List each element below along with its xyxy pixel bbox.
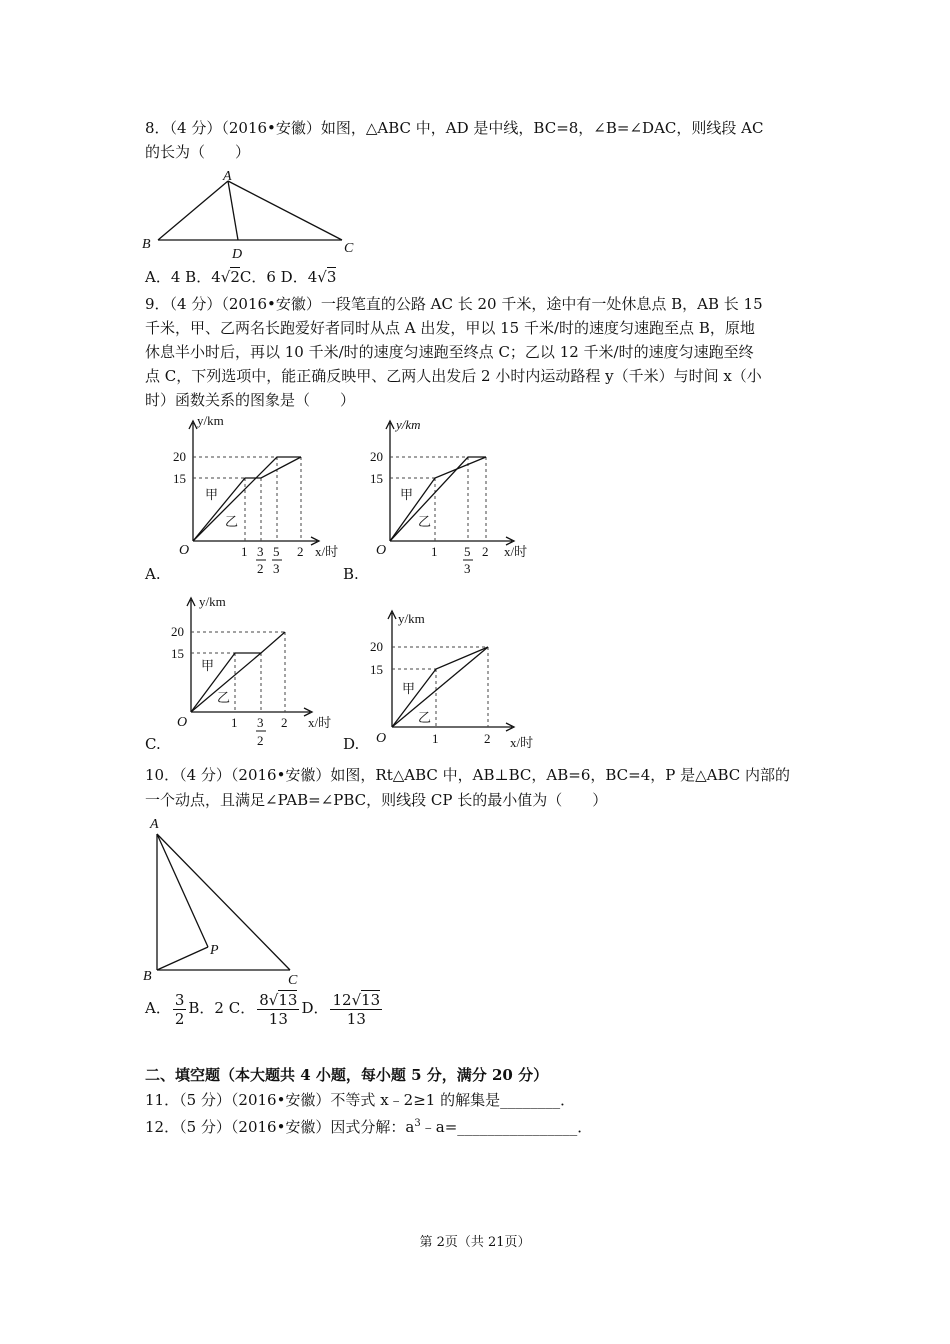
graph-origin: O bbox=[376, 731, 387, 746]
graph-x1: 1 bbox=[432, 731, 439, 746]
graph-y20: 20 bbox=[173, 449, 186, 464]
graph-x2: 2 bbox=[281, 715, 288, 730]
q9-line3: 休息半小时后，再以 10 千米/时的速度匀速跑至终点 C；乙以 12 千米/时的速度匀速跑至终 bbox=[145, 343, 754, 361]
q8-option-d-radicand: 3 bbox=[326, 268, 337, 286]
q8-line2: 的长为（ ） bbox=[145, 143, 251, 161]
q9-graph-c bbox=[165, 590, 355, 762]
graph-x-5: 5 bbox=[464, 544, 471, 559]
graph-yi-label: 乙 bbox=[418, 710, 432, 725]
graph-origin: O bbox=[376, 543, 387, 558]
q10-options bbox=[145, 988, 384, 1028]
q10-a-num: 3 bbox=[174, 990, 185, 1009]
q10-c-den: 13 bbox=[268, 1009, 288, 1028]
graph-x-5: 5 bbox=[273, 544, 280, 559]
q10-option-c: C． bbox=[228, 999, 256, 1017]
q12-sup: 3 bbox=[414, 1118, 421, 1129]
graph-jia-label: 甲 bbox=[400, 487, 414, 502]
q10-line1: 10．（4 分）（2016•安徽）如图，Rt△ABC 中，AB⊥BC，AB=6，BC=4，P 是△ABC 内部的 bbox=[145, 766, 791, 784]
graph-x1: 1 bbox=[431, 544, 438, 559]
q9-line4: 点 C，下列选项中，能正确反映甲、乙两人出发后 2 小时内运动路程 y（千米）与时间 x（小 bbox=[145, 367, 762, 385]
q10-label-A: A bbox=[150, 817, 159, 832]
graph-y15: 15 bbox=[171, 646, 184, 661]
graph-x-3: 3 bbox=[257, 715, 264, 730]
q8-label-C: C bbox=[344, 241, 354, 256]
graph-x1: 1 bbox=[241, 544, 248, 559]
graph-y20: 20 bbox=[370, 639, 383, 654]
graph-x1: 1 bbox=[231, 715, 238, 730]
q10-c-num: 8 bbox=[259, 990, 269, 1009]
q8-option-b: B．4 bbox=[185, 268, 221, 286]
q12-pre: 12．（5 分）（2016•安徽）因式分解：a bbox=[145, 1118, 415, 1136]
sqrt-icon: √ bbox=[220, 268, 231, 286]
graph-y20: 20 bbox=[171, 624, 184, 639]
sqrt-icon: √ bbox=[351, 990, 362, 1009]
graph-x-2: 2 bbox=[257, 561, 264, 576]
q9-line5: 时）函数关系的图象是（ ） bbox=[145, 391, 356, 409]
q9-option-c-label: C. bbox=[145, 735, 161, 753]
q10-a-den: 2 bbox=[174, 1009, 185, 1028]
graph-yi-label: 乙 bbox=[217, 690, 231, 705]
graph-xlabel: x/时 bbox=[504, 544, 528, 559]
q10-option-d: D． bbox=[301, 999, 329, 1017]
q10-d-den: 13 bbox=[346, 1009, 366, 1028]
graph-x2: 2 bbox=[482, 544, 489, 559]
q9-graph-a bbox=[165, 413, 355, 585]
q9-option-a-label: A. bbox=[145, 565, 161, 583]
graph-jia-label: 甲 bbox=[402, 681, 416, 696]
q10-c-rad: 13 bbox=[278, 990, 298, 1009]
q8-figure bbox=[138, 168, 363, 263]
q10-d-rad: 13 bbox=[361, 990, 381, 1009]
q9-graph-b bbox=[362, 413, 552, 585]
q9-line2: 千米，甲、乙两名长跑爱好者同时从点 A 出发，甲以 15 千米/时的速度匀速跑至点 B，原地 bbox=[145, 319, 755, 337]
q12-post: ﹣a=________________． bbox=[420, 1118, 593, 1136]
graph-ylabel: y/km bbox=[197, 413, 224, 428]
q10-label-B: B bbox=[143, 969, 152, 984]
q11-line: 11．（5 分）（2016•安徽）不等式 x﹣2≥1 的解集是________． bbox=[145, 1091, 576, 1109]
graph-y20: 20 bbox=[370, 449, 383, 464]
q9-option-b-label: B. bbox=[343, 565, 359, 583]
graph-origin: O bbox=[179, 543, 190, 558]
sqrt-icon: √ bbox=[268, 990, 279, 1009]
q10-line2: 一个动点，且满足∠PAB=∠PBC，则线段 CP 长的最小值为（ ） bbox=[145, 791, 608, 809]
q10-figure bbox=[140, 812, 310, 987]
graph-origin: O bbox=[177, 715, 188, 730]
graph-jia-label: 甲 bbox=[205, 487, 219, 502]
sqrt-icon: √ bbox=[317, 268, 327, 286]
graph-x2: 2 bbox=[484, 731, 491, 746]
graph-y15: 15 bbox=[370, 662, 383, 677]
graph-ylabel: y/km bbox=[396, 417, 421, 432]
graph-x-3b: 3 bbox=[464, 561, 471, 576]
q10-option-a: A． bbox=[145, 999, 171, 1017]
q9-line1: 9．（4 分）（2016•安徽）一段笔直的公路 AC 长 20 千米，途中有一处休息点 B，AB 长 15 bbox=[145, 295, 763, 313]
q8-option-b-radicand: 2 bbox=[230, 268, 240, 286]
q8-label-B: B bbox=[142, 237, 151, 252]
graph-ylabel: y/km bbox=[398, 611, 425, 626]
graph-x-2: 2 bbox=[257, 733, 264, 748]
q10-label-P: P bbox=[210, 943, 219, 958]
graph-y15: 15 bbox=[370, 471, 383, 486]
graph-ylabel: y/km bbox=[199, 594, 226, 609]
graph-y15: 15 bbox=[173, 471, 186, 486]
q8-label-A: A bbox=[223, 169, 232, 184]
q12-line bbox=[145, 1114, 592, 1137]
graph-yi-label: 乙 bbox=[418, 514, 432, 529]
q8-option-c: C．6 bbox=[239, 268, 276, 286]
q10-d-num: 12 bbox=[332, 990, 352, 1009]
graph-xlabel: x/时 bbox=[308, 715, 332, 730]
q9-graph-d bbox=[362, 605, 552, 755]
q8-label-D: D bbox=[232, 247, 243, 262]
q8-options bbox=[145, 267, 336, 287]
graph-x-3b: 3 bbox=[273, 561, 280, 576]
graph-xlabel: x/时 bbox=[510, 735, 534, 750]
q8-line1: 8．（4 分）（2016•安徽）如图，△ABC 中，AD 是中线，BC=8，∠B=∠DAC，则线段 AC bbox=[145, 119, 764, 137]
graph-xlabel: x/时 bbox=[315, 544, 339, 559]
section2-title: 二、填空题（本大题共 4 小题，每小题 5 分，满分 20 分） bbox=[145, 1066, 549, 1084]
page-footer: 第 2页（共 21页） bbox=[419, 1235, 531, 1250]
q8-option-a: A．4 bbox=[145, 268, 181, 286]
q10-label-C: C bbox=[288, 973, 298, 987]
graph-jia-label: 甲 bbox=[201, 658, 215, 673]
graph-yi-label: 乙 bbox=[225, 514, 239, 529]
q10-option-b: B．2 bbox=[188, 999, 224, 1017]
graph-x2: 2 bbox=[297, 544, 304, 559]
q9-option-d-label: D. bbox=[343, 735, 360, 753]
q8-option-d: D．4 bbox=[280, 268, 318, 286]
graph-x-3: 3 bbox=[257, 544, 264, 559]
